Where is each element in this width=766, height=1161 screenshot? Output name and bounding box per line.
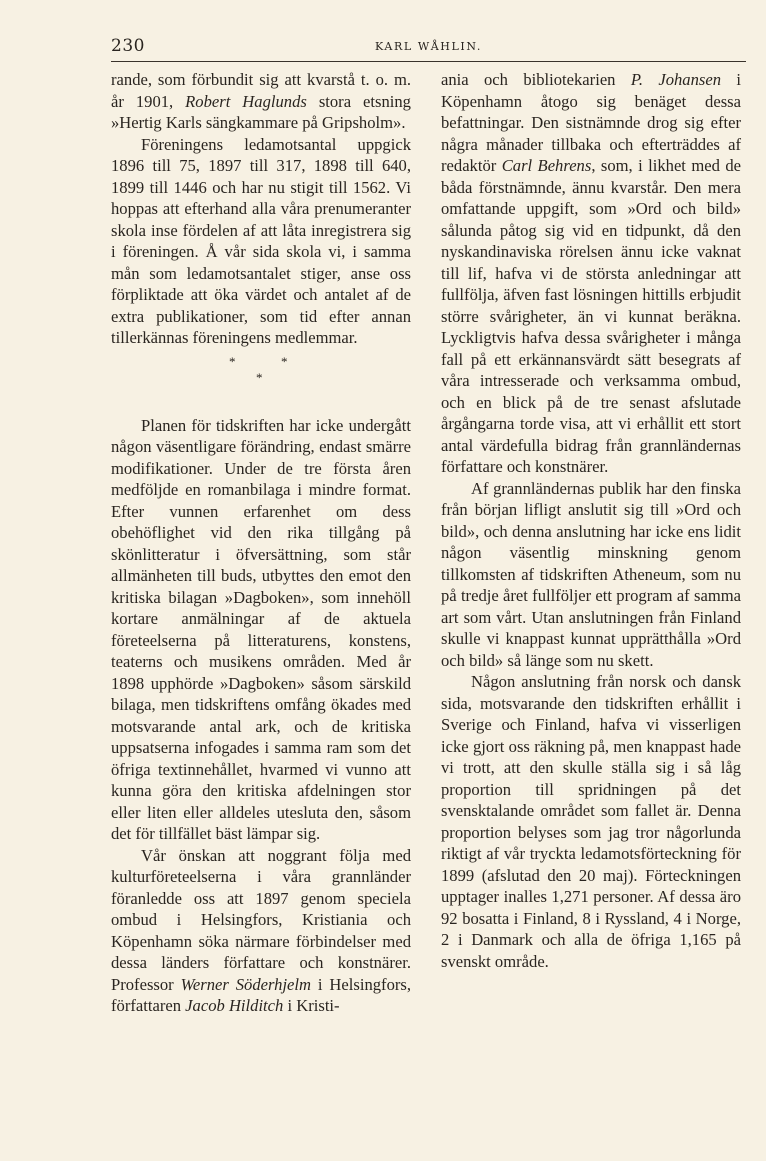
header-rule	[111, 61, 746, 62]
paragraph: Planen för tidskriften har icke undergått någon väsentligare förändring, endast smärre modifikationer. Under de tre första åren medföljde en romanbilaga i mindre format. Efter vunnen erfarenhet om dess obehöflighet vid den rika tillgång på skönlitteratur i öfversättning, som står allmänheten till buds, utbyttes den emot den kritiska bilagan »Dagboken», som innehöll kortare anmälningar af de aktuela företeelserna på litteraturens, konstens, teaterns och musikens områden. Med år 1898 upphörde »Dagboken» såsom särskild bilaga, men tidskriftens omfång ökades med motsvarande antal ark, och de kritiska uppsatserna infogades i samma ram som det öfriga textinnehållet, hvarmed vi vunno att kunna göra den kritiska afdelningen stor eller liten eller alldeles utesluta den, såsom det för tillfället bäst lämpar sig.	[111, 415, 411, 843]
left-column	[111, 69, 411, 1017]
person-name: Werner Söderhjelm	[180, 974, 312, 994]
asterism-star: *	[281, 353, 288, 369]
person-name: P. Johansen	[630, 70, 722, 89]
paragraph: Af grannländernas publik har den finska från början lifligt anslutit sig till »Ord och bild», och denna anslutning har icke ens lidit någon väsentlig minskning genom tillkomsten af tidskriften Atheneum, som nu på tredje året fullföljer ett program af samma art som vårt. Utan anslutningen från Finland skulle vi knappast kunnat upprätthålla »Ord och bild» så länge som nu skett.	[441, 478, 741, 670]
person-name: Carl Behrens	[501, 156, 592, 175]
asterism-star: *	[256, 369, 263, 385]
paragraph: Föreningens ledamotsantal uppgick 1896 till 75, 1897 till 317, 1898 till 640, 1899 till 1446 och har nu stigit till 1562. Vi hoppas att efterhand alla våra prenumeranter skola inse fördelen af att låta inregistrera sig i föreningen. Å vår sida skola vi, i samma mån som ledamotsantalet stiger, anse oss förpliktade att öka värdet och antalet af de extra publikationer, som tid efter annan tillerkännas föreningens medlemmar.	[111, 134, 411, 347]
asterism-star: *	[229, 353, 236, 369]
paragraph: Någon anslutning från norsk och dansk sida, motsvarande den tidskriften erhållit i Sverige och Finland, hafva vi visserligen icke gjort oss räkning på, men knappast hade vi trott, att den skulle ställa sig i så låg proportion till spridningen på det svensktalande området som fallet är. Denna proportion belyses som jag tror någorlunda riktigt af vår tryckta ledamotsförteckning för 1899 (afslutad den 20 maj). Förteckningen upptager inalles 1,271 personer. Af dessa äro 92 bosatta i Finland, 8 i Ryssland, 4 i Norge, 2 i Danmark och alla de öfriga 1,165 på svenskt område.	[441, 672, 741, 971]
page-number: 230	[111, 36, 145, 56]
person-name: Jacob Hilditch	[185, 996, 284, 1015]
paragraph: ania och bibliotekarien P. Johansen i Köpenhamn åtogo sig benäget dessa befattningar. Den sistnämnde drog sig efter några månader tillbaka och efterträddes af redaktör Carl Behrens, som, i likhet med de båda förstnämnde, ännu kvarstår. Den mera omfattande uppgift, som »Ord och bild» sålunda påtog sig vid en tidpunkt, då den nyskandinaviska rörelsen ännu icke vaknat till lif, hafva vi de största anledningar att fullfölja, äfven fast lösningen hittills erbjudit större svårigheter, än vi kunnat beräkna. Lyckligtvis hafva dessa svårigheter i många fall på ett erkännansvärdt sätt besegrats af våra intresserade och verksamma ombud, och en blick på de tre senast afslutade årgångarna torde visa, att vi erhållit ett stort antal värdefulla bidrag från grannländernas författare och konstnärer.	[441, 70, 742, 476]
right-column	[441, 69, 741, 972]
artist-name: Robert Haglunds	[185, 91, 307, 111]
paragraph: Vår önskan att noggrant följa med kulturföreteelserna i våra grannländer föranledde oss att 1897 genom speciela ombud i Helsingfors, Kristiania och Köpenhamn söka närmare förbindelser med dessa länders författare och konstnärer. Professor Werner Söderhjelm i Helsingfors, författaren Jacob Hilditch i Kristi-	[111, 845, 411, 1015]
running-head: KARL WÅHLIN.	[375, 40, 482, 53]
asterism	[111, 355, 411, 401]
paragraph: rande, som förbundit sig att kvarstå t. o. m. år 1901, Robert Haglunds stora etsning »Hertig Karls sängkammare på Gripsholm».	[111, 70, 411, 132]
page-header	[111, 36, 746, 60]
